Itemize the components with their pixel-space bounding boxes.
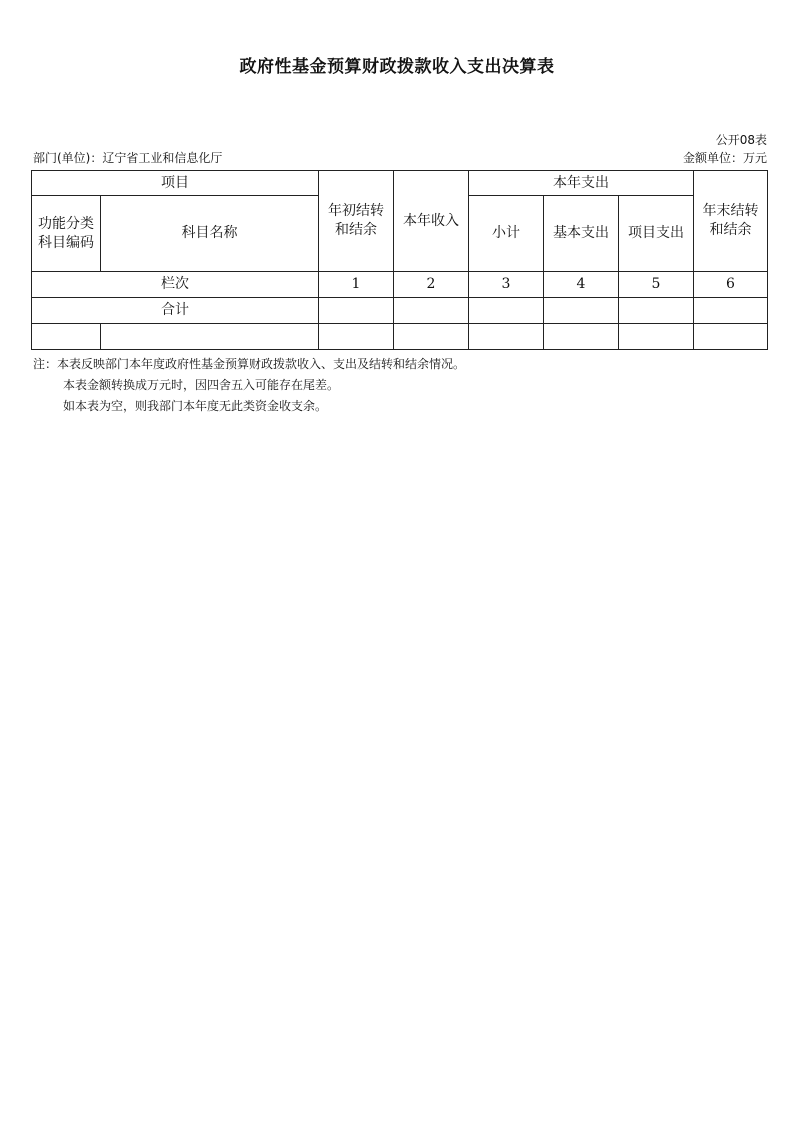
header-basic-expense: 基本支出	[544, 196, 619, 272]
note-line-2: 本表金额转换成万元时，因四舍五入可能存在尾差。	[63, 378, 340, 392]
header-subject-name: 科目名称	[101, 196, 319, 272]
column-number-6: 6	[694, 272, 768, 298]
department-label: 部门(单位)：辽宁省工业和信息化厅	[33, 151, 223, 165]
fund-budget-table	[31, 170, 768, 350]
column-number-5: 5	[619, 272, 694, 298]
empty-cell	[32, 324, 101, 350]
empty-cell	[694, 324, 768, 350]
table-notes	[33, 354, 465, 417]
form-number: 公开08表	[715, 133, 767, 147]
total-cell	[619, 298, 694, 324]
page-title: 政府性基金预算财政拨款收入支出决算表	[239, 57, 555, 77]
header-expense-group: 本年支出	[469, 171, 694, 196]
empty-data-row	[32, 324, 768, 350]
header-begin-balance: 年初结转和结余	[319, 171, 394, 272]
empty-cell	[619, 324, 694, 350]
column-number-row	[32, 272, 768, 298]
header-func-code: 功能分类科目编码	[32, 196, 101, 272]
total-row	[32, 298, 768, 324]
column-number-3: 3	[469, 272, 544, 298]
header-item: 项目	[32, 171, 319, 196]
total-label: 合计	[32, 298, 319, 324]
empty-cell	[469, 324, 544, 350]
column-number-2: 2	[394, 272, 469, 298]
empty-cell	[544, 324, 619, 350]
column-number-label: 栏次	[32, 272, 319, 298]
empty-cell	[319, 324, 394, 350]
amount-unit-label: 金额单位：万元	[682, 151, 767, 165]
note-line-3: 如本表为空，则我部门本年度无此类资金收支余。	[63, 399, 328, 413]
total-cell	[319, 298, 394, 324]
note-line-1: 注：本表反映部门本年度政府性基金预算财政拨款收入、支出及结转和结余情况。	[33, 357, 466, 371]
column-number-1: 1	[319, 272, 394, 298]
total-cell	[394, 298, 469, 324]
header-end-balance: 年末结转和结余	[694, 171, 768, 272]
column-number-4: 4	[544, 272, 619, 298]
total-cell	[469, 298, 544, 324]
header-row-top	[32, 171, 768, 196]
header-project-expense: 项目支出	[619, 196, 694, 272]
header-income: 本年收入	[394, 171, 469, 272]
empty-cell	[101, 324, 319, 350]
empty-cell	[394, 324, 469, 350]
total-cell	[544, 298, 619, 324]
total-cell	[694, 298, 768, 324]
header-subtotal: 小计	[469, 196, 544, 272]
